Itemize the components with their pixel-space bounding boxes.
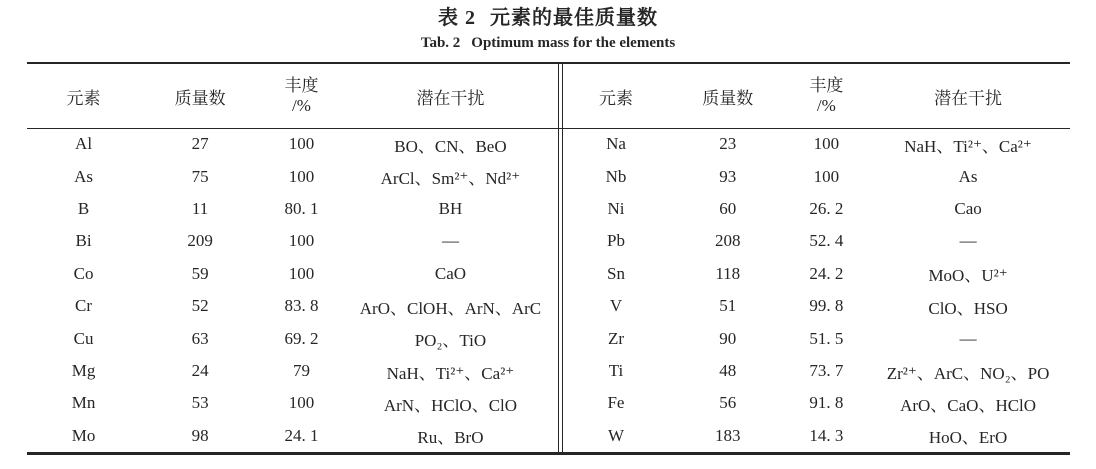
table-right-half — [563, 64, 1070, 452]
cell-abundance: 80. 1 — [284, 199, 319, 219]
cell-mass: 23 — [719, 134, 737, 154]
cell-element: Nb — [605, 166, 627, 186]
table-row — [27, 193, 558, 225]
table-row — [563, 290, 1070, 322]
cell-interference: BH — [438, 199, 463, 219]
cell-element: Ni — [607, 199, 625, 219]
table-row — [27, 355, 558, 387]
header-abundance-line1: 丰度 — [809, 76, 844, 96]
cell-abundance: 91. 8 — [809, 393, 844, 413]
header-abundance-line1: 丰度 — [284, 76, 319, 96]
table-row — [27, 322, 558, 354]
cell-mass: 98 — [191, 425, 209, 445]
cell-element: Cu — [73, 328, 94, 348]
cell-mass: 59 — [191, 263, 209, 283]
header-abundance — [809, 76, 843, 115]
table-caption-zh — [0, 0, 1096, 31]
cell-abundance: 52. 4 — [809, 231, 844, 251]
cell-abundance: 100 — [813, 166, 840, 186]
cell-element: Mn — [71, 393, 96, 413]
cell-mass: 118 — [715, 263, 741, 283]
cell-mass: 183 — [715, 425, 741, 445]
table-header-row-left — [27, 64, 558, 128]
cell-abundance: 99. 8 — [809, 296, 844, 316]
cell-interference: MoO、U²⁺ — [928, 266, 1008, 286]
header-mass: 质量数 — [702, 88, 754, 108]
header-abundance — [285, 76, 319, 115]
cell-interference: PO₂、TiO — [414, 331, 487, 351]
cell-mass: 208 — [715, 231, 741, 251]
cell-abundance: 73. 7 — [809, 361, 844, 381]
cell-element: Fe — [607, 393, 625, 413]
cell-mass: 24 — [191, 361, 209, 381]
table-row — [563, 193, 1070, 225]
elements-table — [27, 62, 1070, 455]
cell-abundance: 100 — [288, 393, 315, 413]
cell-mass: 209 — [187, 231, 213, 251]
caption-en-label: Tab. 2 — [420, 35, 461, 51]
cell-mass: 90 — [719, 328, 737, 348]
cell-mass: 63 — [191, 328, 209, 348]
cell-element: Zr — [607, 328, 624, 348]
cell-interference: Cao — [954, 199, 982, 219]
table-row — [27, 258, 558, 290]
cell-element: Pb — [606, 231, 625, 251]
cell-abundance: 100 — [813, 134, 840, 154]
table-row — [563, 225, 1070, 257]
header-mass: 质量数 — [174, 88, 226, 108]
cell-element: Al — [75, 134, 93, 154]
caption-zh-title: 元素的最佳质量数 — [490, 7, 658, 29]
table-left-half — [27, 64, 558, 452]
cell-element: Mg — [71, 361, 96, 381]
cell-mass: 75 — [191, 166, 209, 186]
cell-interference: Zr²⁺、ArC、NO₂、PO — [886, 363, 1050, 383]
caption-zh-label: 表 2 — [438, 7, 476, 29]
cell-element: Co — [73, 263, 94, 283]
cell-mass: 48 — [719, 361, 737, 381]
table-row — [563, 160, 1070, 192]
cell-element: B — [77, 199, 90, 219]
cell-interference: As — [958, 166, 978, 186]
cell-abundance: 100 — [288, 231, 315, 251]
cell-interference: BO、CN、BeO — [394, 136, 507, 156]
table-row — [563, 258, 1070, 290]
cell-interference: Ru、BrO — [417, 428, 484, 448]
header-abundance-line2: /% — [816, 96, 836, 115]
cell-interference: — — [441, 231, 459, 251]
cell-element: As — [74, 166, 93, 186]
cell-abundance: 79 — [293, 361, 310, 381]
cell-element: Sn — [606, 263, 625, 283]
table-row — [27, 387, 558, 419]
cell-abundance: 100 — [288, 166, 315, 186]
cell-abundance: 100 — [288, 134, 315, 154]
cell-interference: ArO、ClOH、ArN、ArC — [359, 298, 542, 318]
cell-abundance: 26. 2 — [809, 199, 844, 219]
cell-mass: 53 — [191, 393, 209, 413]
cell-interference: NaH、Ti²⁺、Ca²⁺ — [386, 363, 515, 383]
cell-element: W — [607, 425, 624, 445]
cell-mass: 27 — [191, 134, 209, 154]
table-row — [563, 387, 1070, 419]
table-left-rows — [27, 128, 558, 452]
header-element: 元素 — [598, 88, 633, 108]
cell-interference: CaO — [434, 263, 467, 283]
cell-abundance: 14. 3 — [809, 425, 844, 445]
cell-mass: 56 — [719, 393, 737, 413]
cell-interference: ArO、CaO、HClO — [900, 395, 1037, 415]
table-row — [27, 420, 558, 452]
table-header-row-right — [563, 64, 1070, 128]
cell-mass: 52 — [191, 296, 209, 316]
header-abundance-line2: /% — [292, 96, 311, 115]
table-row — [27, 128, 558, 160]
table-row — [563, 420, 1070, 452]
table-row — [563, 355, 1070, 387]
cell-mass: 11 — [191, 199, 209, 219]
cell-abundance: 100 — [288, 263, 315, 283]
cell-mass: 60 — [719, 199, 737, 219]
cell-element: Bi — [75, 231, 92, 251]
cell-abundance: 51. 5 — [809, 328, 844, 348]
cell-abundance: 24. 1 — [284, 425, 319, 445]
header-interference: 潜在干扰 — [416, 88, 485, 108]
header-interference: 潜在干扰 — [934, 88, 1003, 108]
cell-abundance: 24. 2 — [809, 263, 844, 283]
cell-element: V — [609, 296, 623, 316]
table-row — [27, 160, 558, 192]
cell-abundance: 69. 2 — [284, 328, 319, 348]
cell-interference: — — [959, 328, 977, 348]
cell-mass: 93 — [719, 166, 737, 186]
cell-interference: ArCl、Sm²⁺、Nd²⁺ — [380, 169, 521, 189]
table-row — [27, 225, 558, 257]
cell-interference: NaH、Ti²⁺、Ca²⁺ — [904, 136, 1032, 156]
cell-element: Na — [606, 134, 626, 154]
cell-abundance: 83. 8 — [284, 296, 319, 316]
cell-interference: ArN、HClO、ClO — [383, 395, 518, 415]
caption-en-title: Optimum mass for the elements — [471, 35, 676, 51]
table-caption-en — [0, 33, 1096, 54]
cell-interference: HoO、ErO — [928, 428, 1008, 448]
table-row — [563, 128, 1070, 160]
table-row — [27, 290, 558, 322]
header-element: 元素 — [66, 88, 101, 108]
cell-interference: ClO、HSO — [928, 298, 1008, 318]
cell-element: Ti — [608, 361, 624, 381]
cell-interference: — — [959, 231, 977, 251]
table-right-rows — [563, 128, 1070, 452]
header-separator-rule — [27, 128, 1070, 129]
table-row — [563, 322, 1070, 354]
cell-mass: 51 — [719, 296, 737, 316]
cell-element: Mo — [71, 425, 96, 445]
cell-element: Cr — [75, 296, 93, 316]
